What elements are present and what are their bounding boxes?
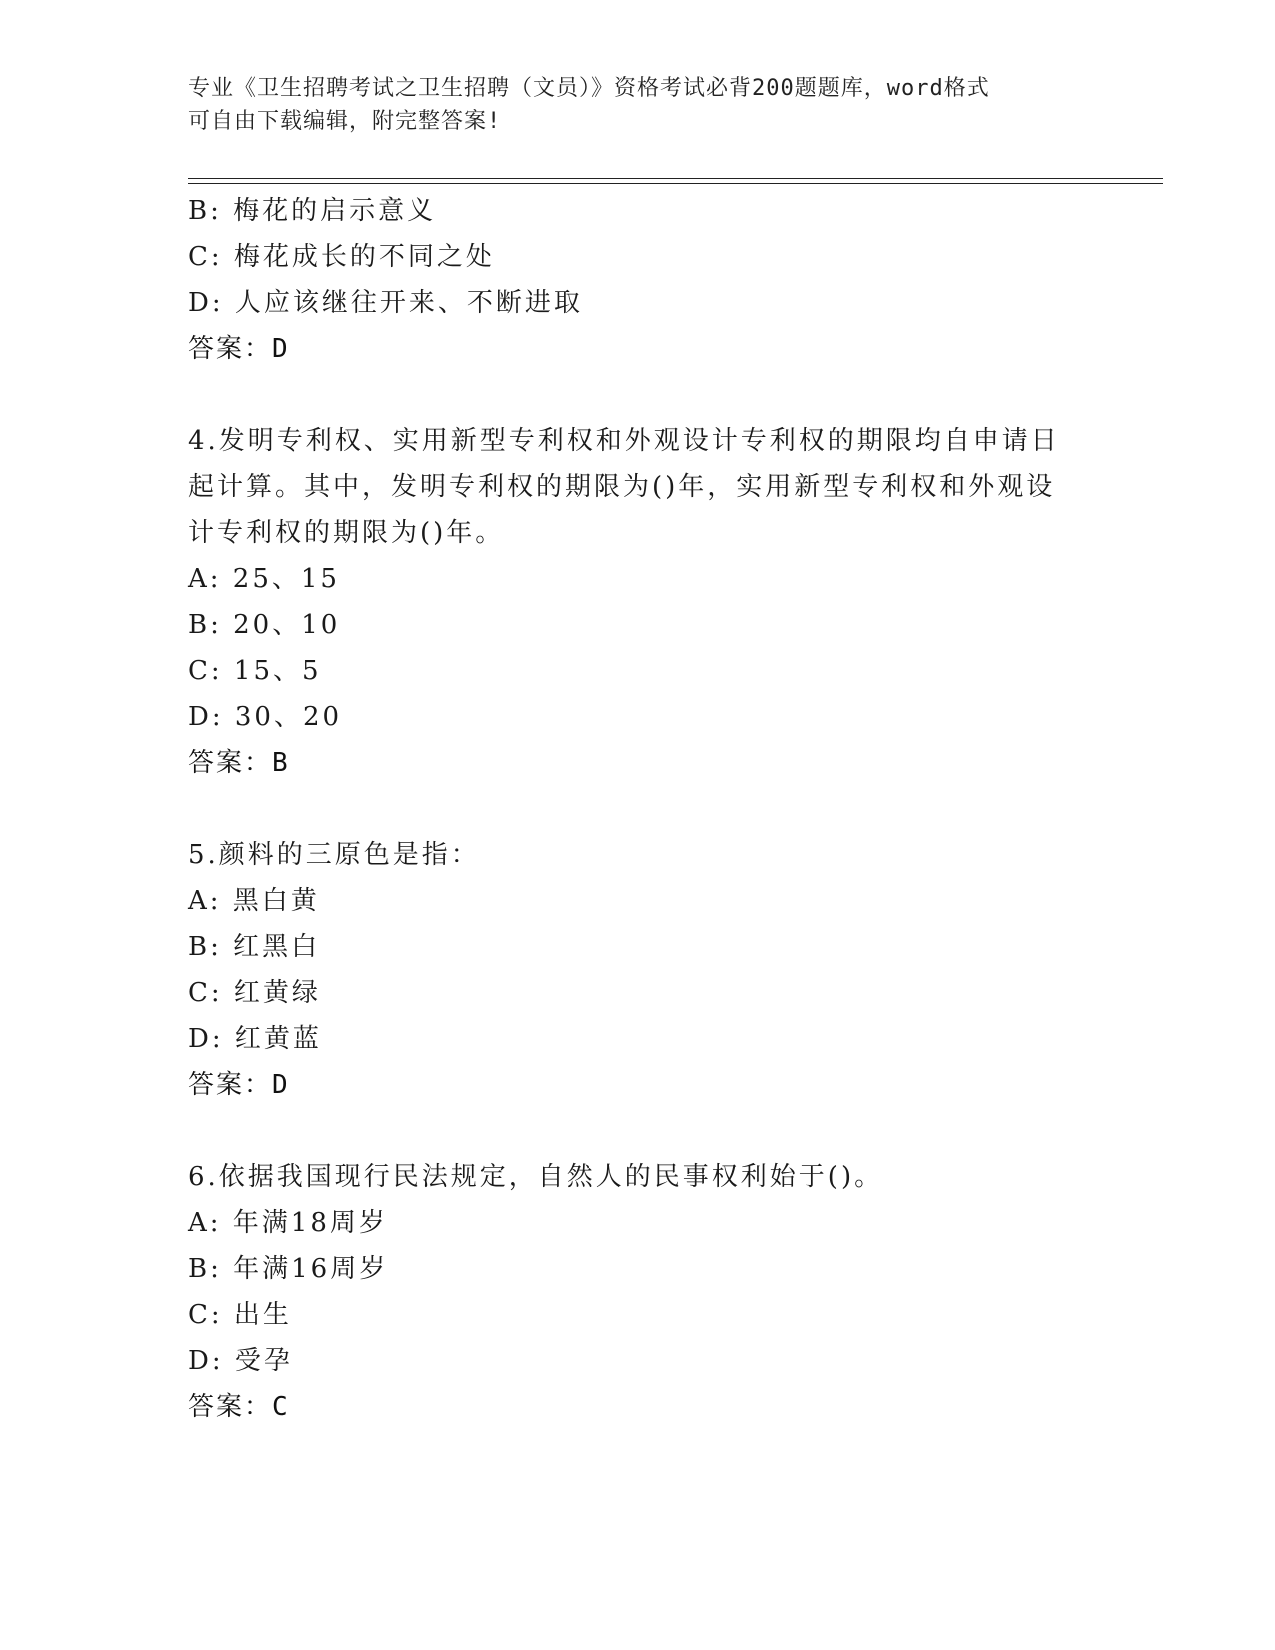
option-b: B: 梅花的启示意义 — [188, 196, 437, 226]
option-c: C: 梅花成长的不同之处 — [188, 242, 495, 272]
spacer — [188, 372, 1088, 418]
answer-value: B — [272, 748, 290, 778]
option-d: D: 红黄蓝 — [188, 1024, 322, 1054]
answer-line — [188, 1384, 1088, 1430]
question-stem-line: 6.依据我国现行民法规定，自然人的民事权利始于()。 — [188, 1162, 884, 1192]
question-block-4 — [188, 418, 1088, 786]
answer-label: 答案： — [188, 1392, 273, 1422]
header-rule-bottom — [188, 183, 1163, 184]
question-stem-line: 计专利权的期限为()年。 — [188, 518, 505, 548]
option-a: A: 黑白黄 — [188, 886, 320, 916]
answer-value: D — [272, 1070, 290, 1100]
option-d: D: 人应该继往开来、不断进取 — [188, 288, 583, 318]
question-block-5 — [188, 832, 1088, 1108]
header-line-2: 可自由下载编辑，附完整答案! — [188, 109, 502, 134]
option-c: C: 红黄绿 — [188, 978, 321, 1008]
header-rule-top — [188, 178, 1163, 179]
question-stem-line: 5.颜料的三原色是指： — [188, 840, 480, 870]
option-a: A: 25、15 — [188, 564, 340, 594]
answer-label: 答案： — [188, 334, 273, 364]
option-b: B: 20、10 — [188, 610, 341, 640]
option-d: D: 30、20 — [188, 702, 343, 732]
question-list — [188, 188, 1088, 1430]
answer-label: 答案： — [188, 748, 273, 778]
answer-value: D — [272, 334, 290, 364]
answer-line — [188, 740, 1088, 786]
answer-label: 答案： — [188, 1070, 273, 1100]
answer-line — [188, 1062, 1088, 1108]
header-line-1: 专业《卫生招聘考试之卫生招聘（文员）》资格考试必背200题题库，word格式 — [188, 76, 990, 101]
spacer — [188, 786, 1088, 832]
spacer — [188, 1108, 1088, 1154]
answer-value: C — [272, 1392, 290, 1422]
option-c: C: 15、5 — [188, 656, 322, 686]
option-b: B: 年满16周岁 — [188, 1254, 389, 1284]
question-block-continued — [188, 188, 1088, 372]
option-b: B: 红黑白 — [188, 932, 321, 962]
document-header — [188, 72, 1088, 138]
answer-line — [188, 326, 1088, 372]
option-a: A: 年满18周岁 — [188, 1208, 388, 1238]
question-stem-line: 起计算。其中，发明专利权的期限为()年，实用新型专利权和外观设 — [188, 472, 1056, 502]
question-stem-line: 4.发明专利权、实用新型专利权和外观设计专利权的期限均自申请日 — [188, 426, 1060, 456]
question-block-6 — [188, 1154, 1088, 1430]
option-c: C: 出生 — [188, 1300, 292, 1330]
option-d: D: 受孕 — [188, 1346, 293, 1376]
